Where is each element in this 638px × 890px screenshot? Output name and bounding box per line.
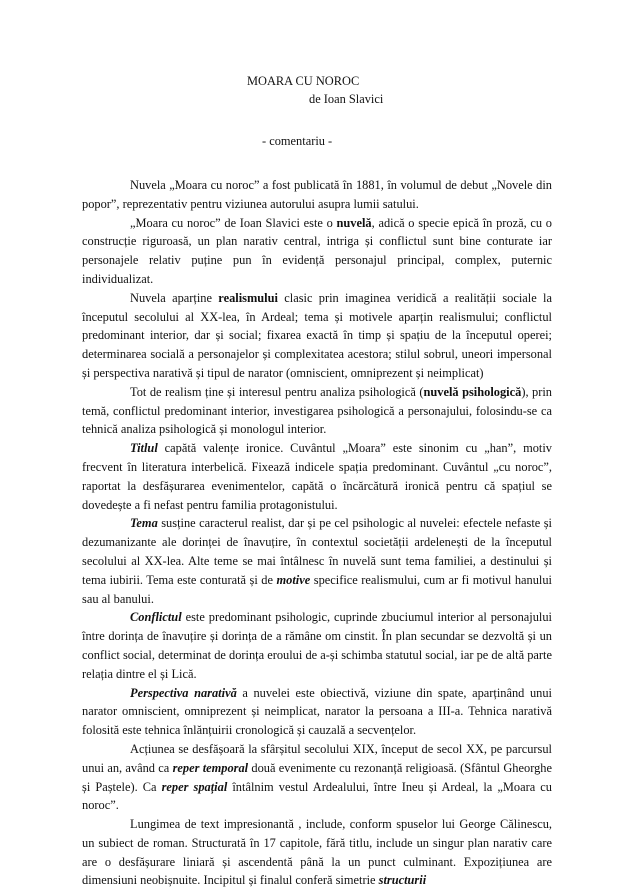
paragraph-text: Acțiunea se desfășoară la sfârșitul secolului XIX, început de secol XX, pe parcursul unui an, având ca	[82, 741, 552, 775]
document-body	[82, 176, 552, 890]
keyword-motive: motive	[276, 572, 311, 587]
keyword-structurii: structurii	[378, 873, 427, 888]
paragraph-realism	[82, 289, 552, 383]
keyword-realismului: realismului	[218, 290, 278, 305]
paragraph-text: capătă valențe ironice. Cuvântul „Moara” este sinonim cu „han”, motiv frecvent în literatura interbelică. Fixează indicele spația predominant. Cuvântul „cu noroc”, raportat la desfășurarea evenimentelor, capătă o încărcătură ironică pentru că spațiul se dovedește a fi nefast pentru familia protagonistului.	[82, 441, 552, 512]
paragraph-text: , adică o specie epică în proză, cu o construcție riguroasă, un plan narativ central, intriga și conflictul sunt bine conturate iar personajele relativ puține pun în evidență personajul principal, complex, puternic individualizat.	[82, 215, 552, 286]
paragraph-text: Nuvela „Moara cu noroc” a fost publicată în 1881, în volumul de debut „Novele din popor”, reprezentativ pentru viziunea autorului asupra lumii satului.	[82, 178, 552, 211]
keyword-nuvela: nuvelă	[336, 215, 372, 230]
paragraph-text: Lungimea de text impresionantă , include, conform spuselor lui George Călinescu, un subiect de roman. Structurată în 17 capitole, fără titlu, include un singur plan narativ care are o desfășurare liniară și ascendentă până la un punct culminant. Expozițiunea are dimensiuni neobișnuite. Incipitul și finalul conferă simetrie	[82, 817, 552, 888]
paragraph-perspective	[82, 684, 552, 740]
keyword-nuvela-psihologica: nuvelă psihologică	[423, 384, 522, 399]
paragraph-conflict	[82, 608, 552, 683]
paragraph-structure	[82, 815, 552, 890]
paragraph-theme	[82, 514, 552, 608]
paragraph-text: susține caracterul realist, dar și pe cel psihologic al nuvelei: efectele nefaste și dezumanizante ale dorinței de înavuțire, în contextul societății ardelenești de la începutul secolului al XX-lea. Alte teme se mai întâlnesc în nuvelă sunt tema familiei, a destinului și tema iubirii. Tema este conturată și de	[82, 516, 552, 587]
paragraph-text: clasic prin imaginea veridică a realității sociale la începutul secolului al XX-lea, în Ardeal; tema și motivele aparțin realismului; conflictul predominant interior, dar și social; fixarea exactă în timp și spațiu de la începutul operei; determinarea socială a personajelor și complexitatea acestora; stilul sobrul, uneori impersonal și perspectiva narativă și tipul de narator (omniscient, omniprezent și neimplicat)	[82, 290, 552, 380]
paragraph-text: este predominant psihologic, cuprinde zbuciumul interior al personajului între dorința de înavuțire și dorința de a rămâne om cinstit. În plan secundar se dezvoltă și un conflict social, determinat de dorința eroului de a-și schimba statutul social, iar pe de altă parte relația dintre el și Lică.	[82, 610, 552, 681]
paragraph-publication	[82, 176, 552, 214]
paragraph-action	[82, 740, 552, 815]
paragraph-text: întâlnim vestul Ardealului, între Ineu și Ardeal, la „Moara cu noroc”.	[82, 779, 553, 813]
keyword-conflictul: Conflictul	[130, 610, 182, 625]
keyword-titlul: Titlul	[130, 441, 158, 456]
keyword-tema: Tema	[130, 516, 158, 531]
document-author: de Ioan Slavici	[309, 92, 384, 106]
paragraph-text: „Moara cu noroc” de Ioan Slavici este o	[130, 215, 337, 230]
keyword-reper-temporal: reper temporal	[172, 760, 249, 775]
document-title: MOARA CU NOROC	[247, 74, 360, 88]
paragraph-text: ), prin temă, conflictul predominant interior, investigarea psihologică a personajului, folosindu-se ca tehnică analiza psihologică și monologul interior.	[82, 384, 552, 437]
keyword-perspectiva-narativa: Perspectiva narativă	[130, 685, 237, 700]
paragraph-text: două evenimente cu rezonanță religioasă. (Sfântul Gheorghe și Paștele). Ca	[82, 760, 552, 794]
paragraph-text: Tot de realism ține și interesul pentru analiza psihologică (	[130, 384, 424, 399]
paragraph-psychological	[82, 383, 552, 439]
document-subtitle: - comentariu -	[262, 134, 333, 148]
paragraph-text: a nuvelei este obiectivă, viziune din spate, aparținând unui narator omniscient, omniprezent și neimplicat, narator la persoana a III-a. Tehnica narativă folosită este tehnica înlănțuirii cronologică și cauzală a secvențelor.	[82, 685, 552, 738]
paragraph-text: specifice realismului, cum ar fi motivul hanului sau al banului.	[82, 572, 552, 606]
paragraph-text: Nuvela aparține	[130, 290, 219, 305]
paragraph-title	[82, 439, 552, 514]
paragraph-species	[82, 214, 552, 289]
keyword-reper-spatial: reper spațial	[161, 779, 228, 794]
